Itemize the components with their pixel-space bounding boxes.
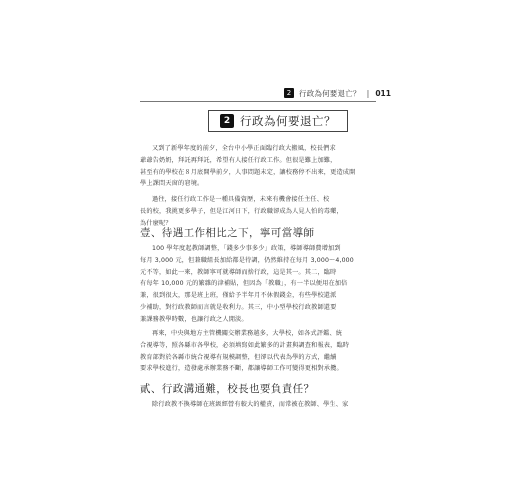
paragraph-1 xyxy=(140,143,376,190)
section-title: 行政為何要退亡？ xyxy=(240,114,336,128)
text-line: 又到了新學年度的前夕，全台中小學正面臨行政大搬風，校長們求 xyxy=(152,145,336,152)
heading-1: 壹、待遇工作相比之下，寧可當導師 xyxy=(140,227,315,239)
text-line: 合視導等，照各縣市各學校，必須填寫如此繁多的計畫與調查和報表，臨時 xyxy=(140,341,350,349)
text-line: 100 學年度起教師調整，「錢多少事多少」政策，導師導師費增加到 xyxy=(152,245,341,252)
text-line: 要求學校進行，造發處承辦業務不斷，都讓導師工作可變得更相對承攬。 xyxy=(140,365,343,373)
text-line: 再來，中央與地方主管機關交辦業務越多，大學校，如各式評鑑、統 xyxy=(152,330,343,337)
text-line: 少補助，對行政教師而言就是收利力。其三，中小型學校行政教師還要 xyxy=(140,303,337,311)
text-line: 甚至有的學校在８月底開學前夕，人事問題未定，讓校務停不出來，更造成開 xyxy=(140,168,356,176)
text-line: 教育部對於各縣市統合視導有規模調整，但卻以代表為學的方式，繼續 xyxy=(140,353,337,361)
text-line: 每月 3,000 元，但兼職組長加給都是待調，仍然維持在每月 3,000～4,000 xyxy=(140,256,354,264)
paragraph-5 xyxy=(140,399,376,411)
text-line: 兼，很到很大，那是班上班，僅給予半年月不休假錢金，有些學校還派 xyxy=(140,292,337,300)
text-line: 除行政教不換導師在班級經營有較大的權責，而常被在教師、學生、家 xyxy=(152,401,349,408)
chapter-badge: 2 xyxy=(284,88,294,98)
text-line: 為什麼呢？ xyxy=(140,219,172,227)
section-title-box xyxy=(208,110,348,132)
paragraph-3 xyxy=(140,243,376,326)
text-line: 學上課問天窗的窘境。 xyxy=(140,180,204,188)
text-line: 兼課務教學時數，也讓行政之人閒淡。 xyxy=(140,315,248,323)
page-number: 011 xyxy=(375,88,391,98)
running-head-separator: | xyxy=(366,88,370,98)
text-line: 長的校，我挑更多學子，但是江河日下，行政職卻成為人見人怕的毒藥， xyxy=(140,207,343,215)
header-rule xyxy=(140,101,376,102)
section-number-icon: 2 xyxy=(220,114,234,128)
text-line: 爺爺告奶奶，拜託再拜託，希望有人接任行政工作。但很是難上加難， xyxy=(140,156,337,164)
running-head xyxy=(284,86,391,100)
text-line: 過往，接任行政工作是一種具備資歷，未來有機會接任主任、校 xyxy=(152,196,330,203)
text-line: 有每年 10,000 元的繁雜的津補貼，但因為「教職」，有一半以便用在加倍 xyxy=(140,280,348,288)
paragraph-4 xyxy=(140,328,376,375)
heading-2: 貳、行政溝通難，校長也要負責任？ xyxy=(140,383,315,395)
running-head-title: 行政為何要退亡？ xyxy=(299,88,361,98)
text-line: 元不等，如此一來，教師寧可就導師而捨行政，這是其一。其二，臨時 xyxy=(140,268,337,276)
